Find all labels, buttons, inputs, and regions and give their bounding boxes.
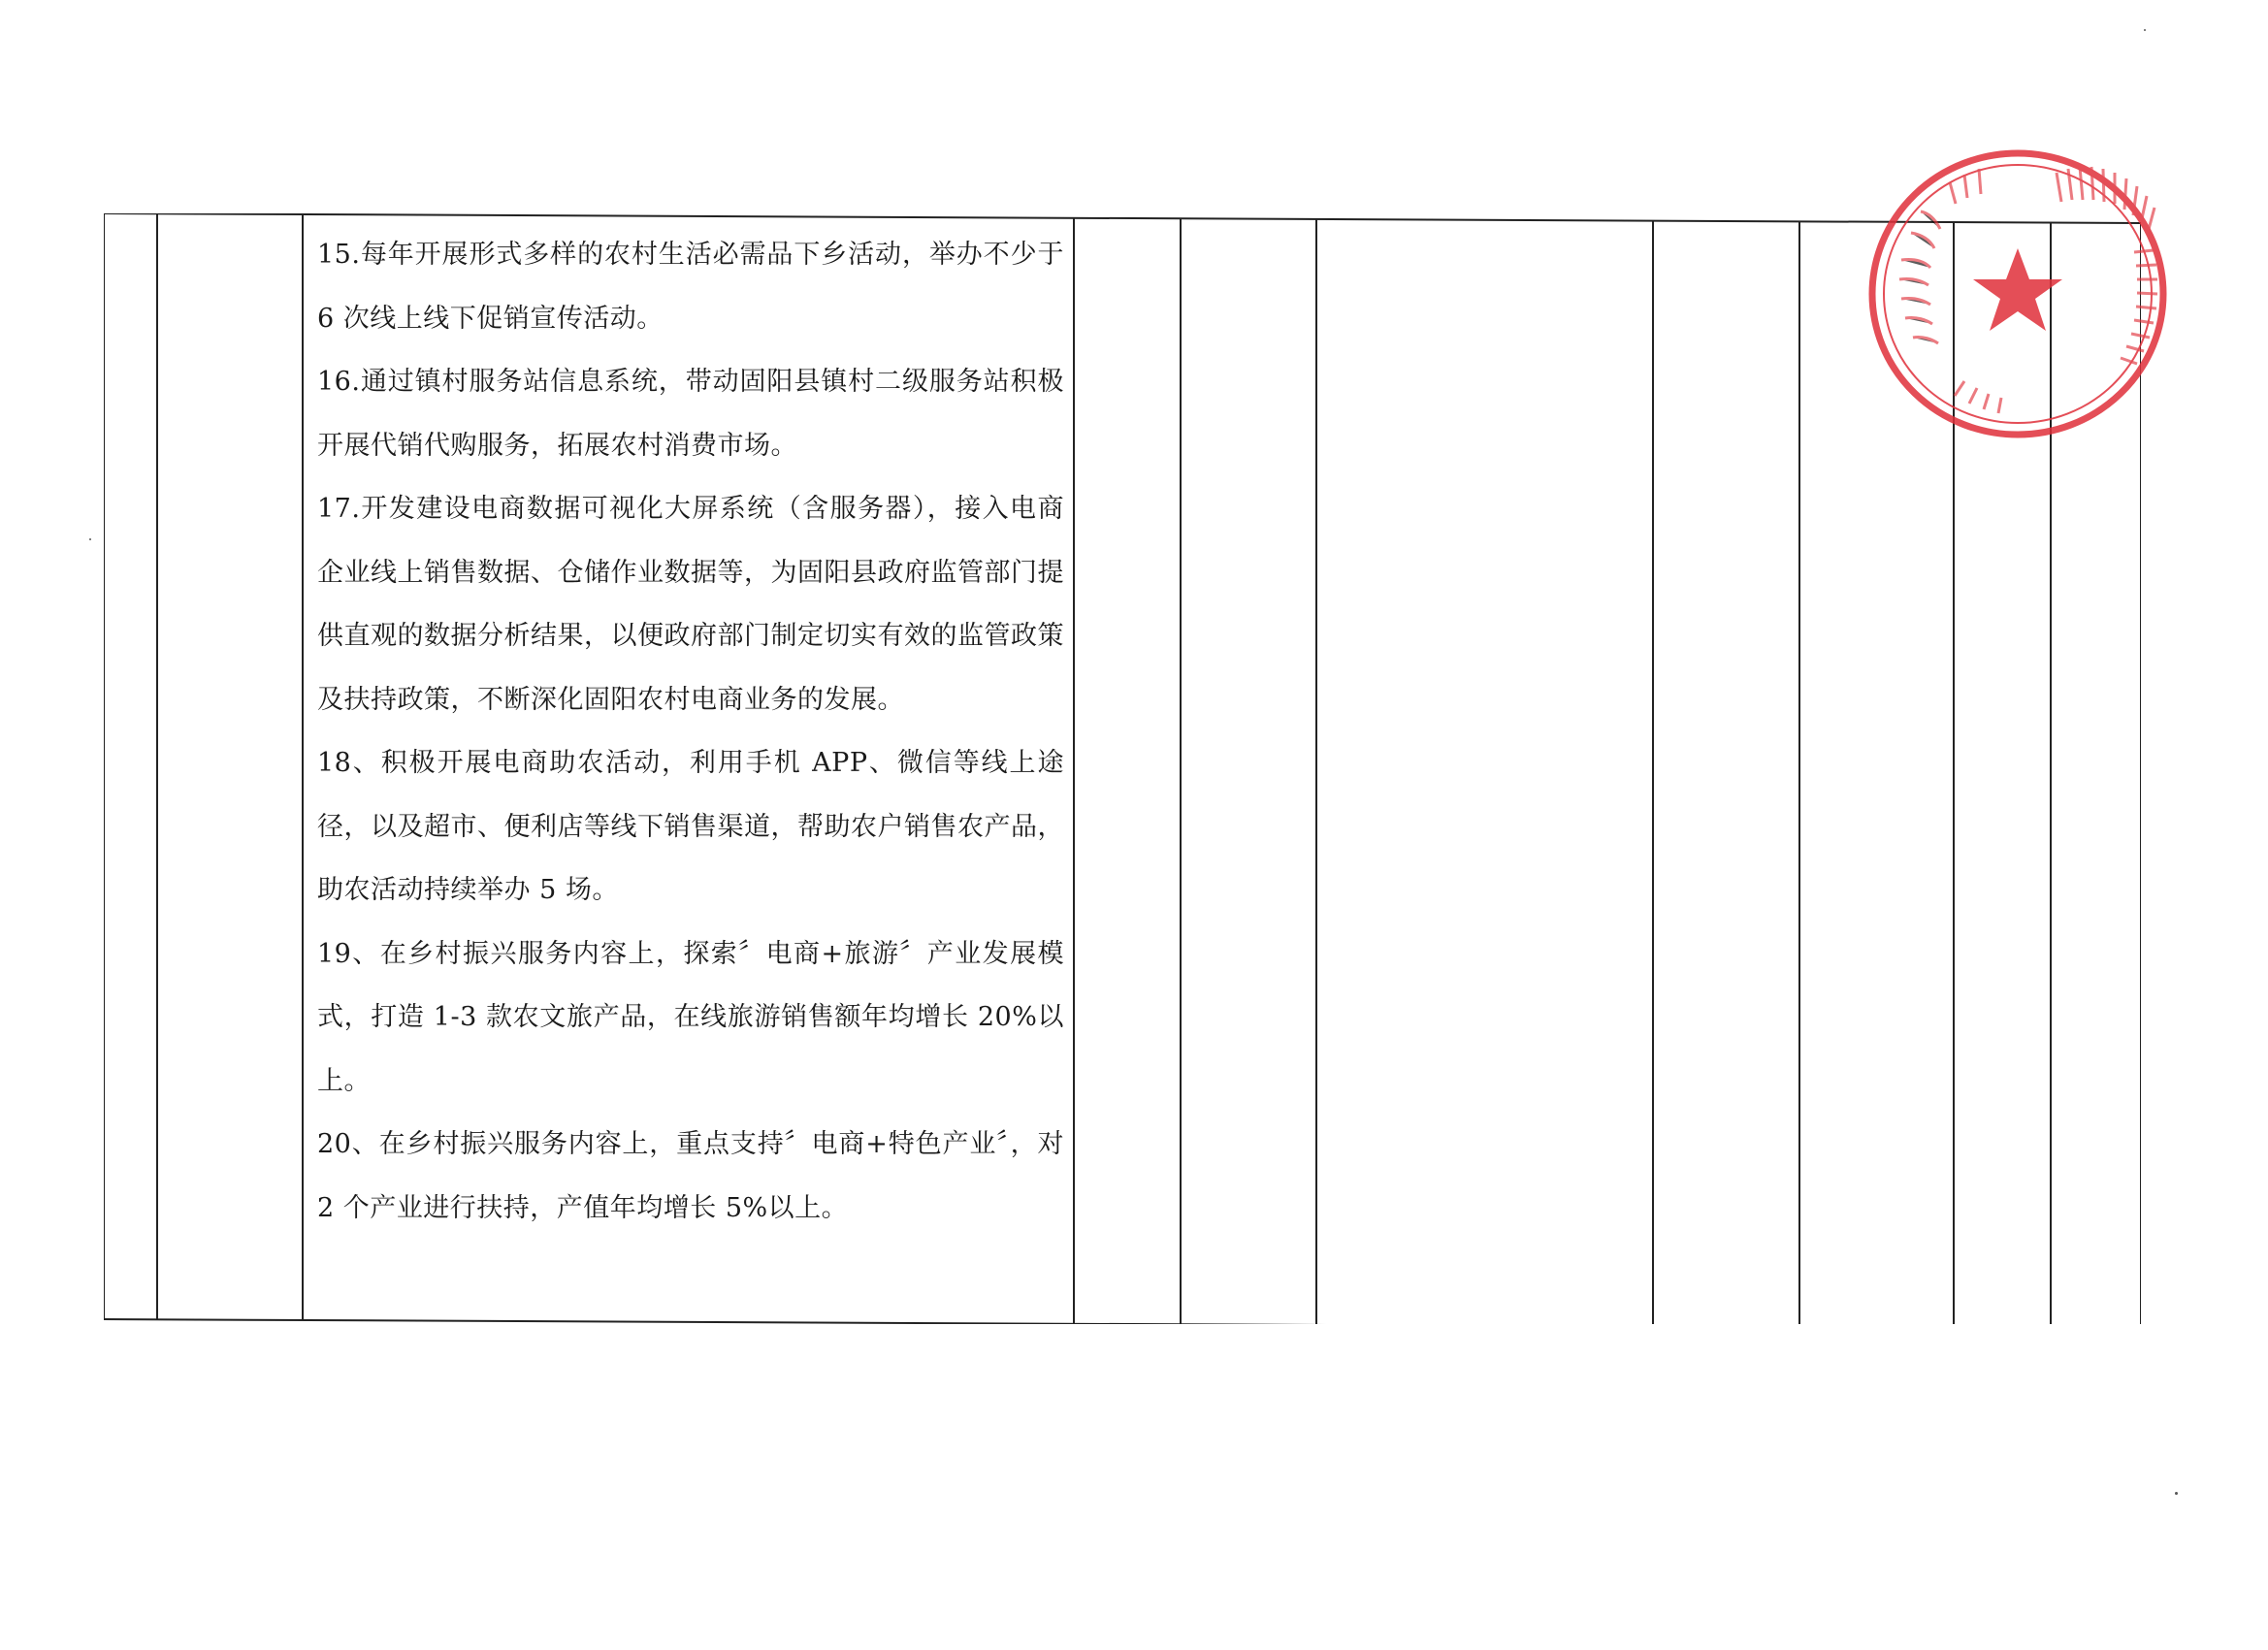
scan-speck xyxy=(89,538,91,540)
star-icon xyxy=(1973,248,2062,331)
list-item: 15.每年开展形式多样的农村生活必需品下乡活动，举办不少于 6 次线上线下促销宣传活动。 xyxy=(317,240,1064,334)
list-item: 16.通过镇村服务站信息系统，带动固阳县镇村二级服务站积极开展代销代购服务，拓展农村消费市场。 xyxy=(317,367,1064,461)
official-seal xyxy=(1863,144,2173,444)
list-item: 17.开发建设电商数据可视化大屏系统（含服务器），接入电商企业线上销售数据、仓储作业数据等，为固阳县政府监管部门提供直观的数据分析结果，以便政府部门制定切实有效的监管政策及扶持政策，不断深化固阳农村电商业务的发展。 xyxy=(317,494,1064,715)
scan-speck xyxy=(2144,29,2146,31)
scan-speck xyxy=(2175,1492,2178,1495)
list-item: 20、在乡村振兴服务内容上，重点支持〞电商+特色产业〞，对 2 个产业进行扶持，产值年均增长 5%以上。 xyxy=(317,1129,1064,1223)
list-item: 19、在乡村振兴服务内容上，探索〞电商+旅游〞产业发展模式，打造 1-3 款农文旅产品，在线旅游销售额年均增长 20%以上。 xyxy=(317,938,1064,1096)
content-cell xyxy=(317,223,1064,1240)
list-item: 18、积极开展电商助农活动，利用手机 APP、微信等线上途径，以及超市、便利店等线下销售渠道，帮助农户销售农产品，助农活动持续举办 5 场。 xyxy=(317,748,1064,905)
table-frame xyxy=(104,213,2141,1324)
